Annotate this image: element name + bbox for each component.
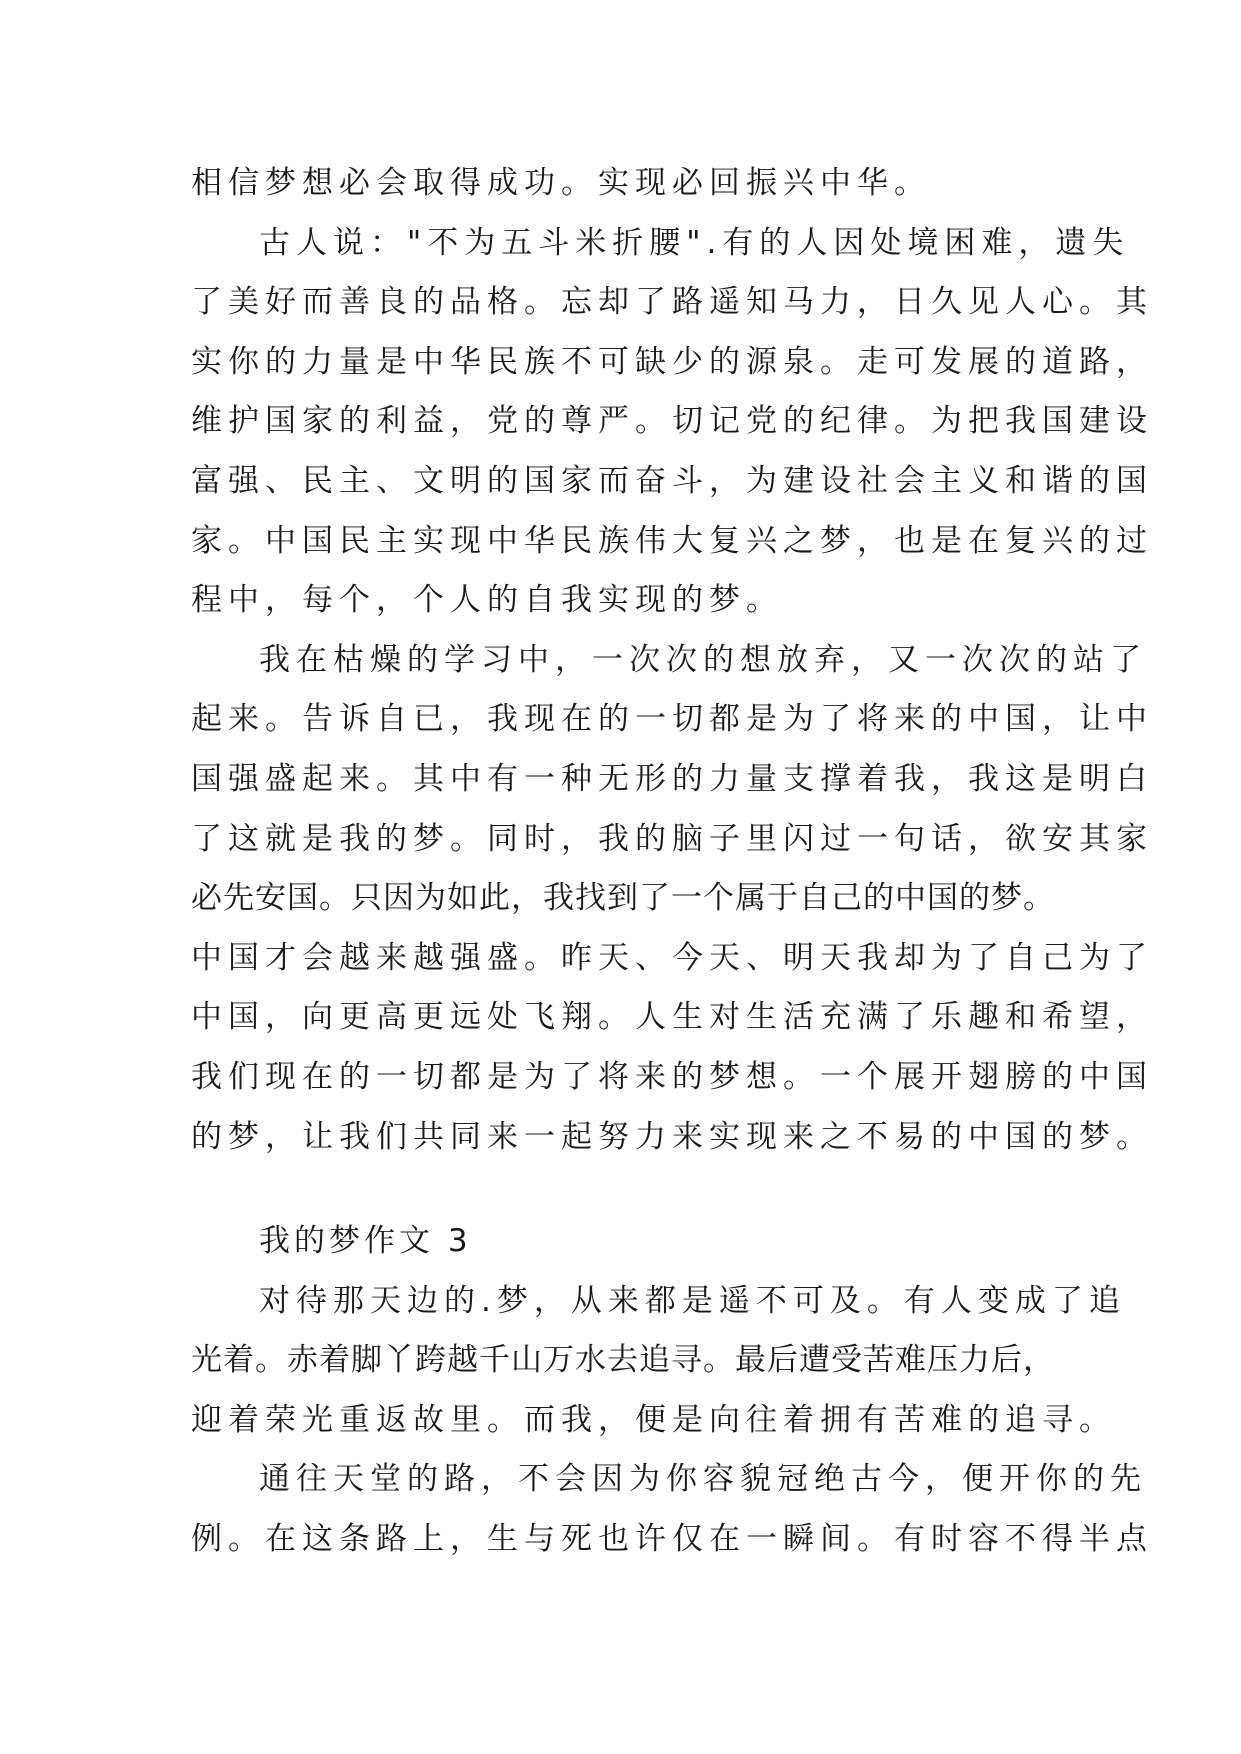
text-line: 的梦，让我们共同来一起努力来实现来之不易的中国的梦。 bbox=[191, 1118, 1153, 1155]
text-line: 通往天堂的路，不会因为你容貌冠绝古今，便开你的先 bbox=[259, 1461, 1147, 1498]
text-line: 中国，向更高更远处飞翔。人生对生活充满了乐趣和希望， bbox=[191, 999, 1153, 1036]
text-line: 起来。告诉自已，我现在的一切都是为了将来的中国，让中 bbox=[191, 701, 1153, 738]
text-line: 家。中国民主实现中华民族伟大复兴之梦，也是在复兴的过 bbox=[191, 522, 1153, 559]
text-line: 迎着荣光重返故里。而我，便是向往着拥有苦难的追寻。 bbox=[191, 1401, 1116, 1438]
essay-body-part-1 bbox=[191, 154, 1153, 1167]
text-line: 了这就是我的梦。同时，我的脑子里闪过一句话，欲安其家 bbox=[191, 820, 1153, 857]
text-line: 我们现在的一切都是为了将来的梦想。一个展开翅膀的中国 bbox=[191, 1058, 1153, 1095]
text-line: 维护国家的利益，党的尊严。切记党的纪律。为把我国建设 bbox=[191, 403, 1153, 440]
essay-body-part-2 bbox=[191, 1212, 1153, 1570]
text-line: 我在枯燥的学习中，一次次的想放弃，又一次次的站了 bbox=[259, 641, 1147, 678]
text-line: 国强盛起来。其中有一种无形的力量支撑着我，我这是明白 bbox=[191, 760, 1153, 797]
text-line: 古人说："不为五斗米折腰".有的人因处境困难，遗失 bbox=[259, 224, 1130, 261]
text-line: 相信梦想必会取得成功。实现必回振兴中华。 bbox=[191, 165, 931, 201]
text-line: 光着。赤着脚丫跨越千山万水去追寻。最后遭受苦难压力后， bbox=[191, 1342, 1055, 1379]
text-line: 实你的力量是中华民族不可缺少的源泉。走可发展的道路， bbox=[191, 343, 1153, 380]
text-line: 对待那天边的.梦，从来都是遥不可及。有人变成了追 bbox=[259, 1282, 1126, 1319]
text-line: 了美好而善良的品格。忘却了路遥知马力，日久见人心。其 bbox=[191, 284, 1153, 321]
text-line: 中国才会越来越强盛。昨天、今天、明天我却为了自己为了 bbox=[191, 939, 1153, 976]
text-line: 例。在这条路上，生与死也许仅在一瞬间。有时容不得半点 bbox=[191, 1520, 1153, 1557]
section-heading: 我的梦作文 3 bbox=[259, 1223, 472, 1259]
text-line: 富强、民主、文明的国家而奋斗，为建设社会主义和谐的国 bbox=[191, 462, 1153, 499]
text-line: 程中，每个，个人的自我实现的梦。 bbox=[191, 582, 783, 619]
text-line: 必先安国。只因为如此，我找到了一个属于自己的中国的梦。 bbox=[191, 880, 1055, 917]
